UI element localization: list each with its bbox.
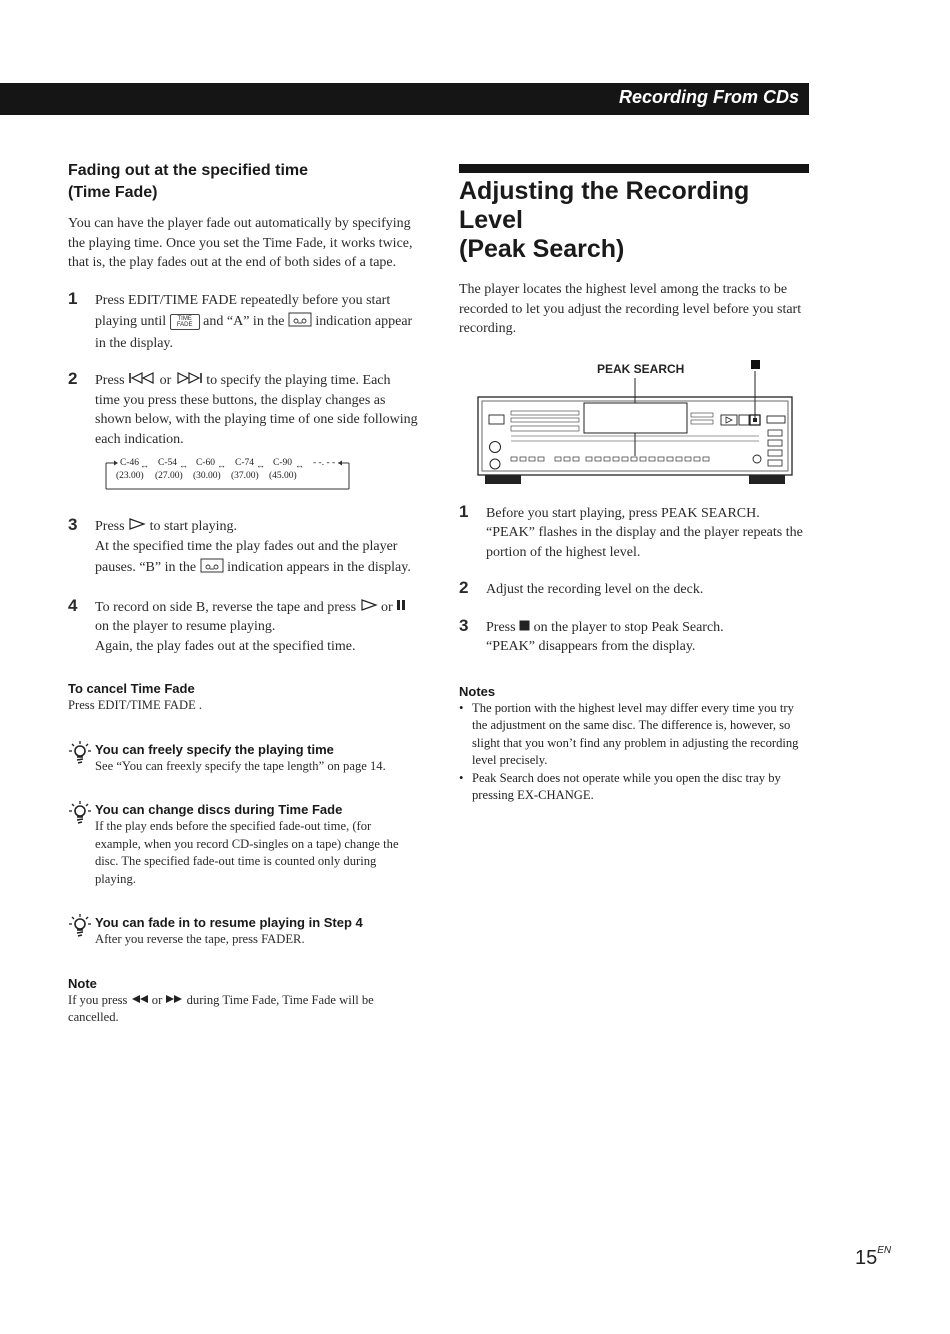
peak-search-intro: The player locates the highest level among the tracks to be recorded to let you adjust the recording level before you start recording. bbox=[459, 282, 802, 336]
left-column bbox=[68, 160, 418, 1027]
tip-heading: You can change discs during Time Fade bbox=[95, 802, 343, 818]
sequence-arrow: ↔ bbox=[217, 460, 226, 471]
cassette-side-a-icon bbox=[288, 310, 312, 334]
tip-heading: You can freely specify the playing time bbox=[95, 741, 334, 757]
tip-text: After you reverse the tape, press FADER. bbox=[95, 932, 305, 947]
cancel-text: Press EDIT/TIME FADE . bbox=[68, 698, 203, 713]
peak-search-title: Adjusting the Recording Level (Peak Search) bbox=[459, 177, 750, 263]
time-fade-step-1: 1 Press EDIT/TIME FADE repeatedly before you start playing until TIME FADE and “A” in the indication appear in the display. bbox=[68, 288, 413, 351]
tip-heading: You can fade in to resume playing in Step 4 bbox=[95, 915, 363, 931]
play-icon bbox=[360, 598, 378, 618]
sequence-label-c54: C-54 bbox=[158, 458, 177, 469]
sequence-label-c46: C-46 bbox=[120, 458, 139, 469]
time-fade-title: Fading out at the specified time (Time Fade) bbox=[68, 162, 309, 201]
fast-forward-icon bbox=[165, 992, 183, 1010]
peak-search-step-1: 1 Before you start playing, press PEAK SEARCH. “PEAK” flashes in the display and the player repeats the portion of the highest level. bbox=[459, 501, 803, 560]
sequence-time-30: (30.00) bbox=[193, 471, 221, 482]
peak-search-notes bbox=[459, 683, 810, 805]
section-title: Recording From CDs bbox=[618, 87, 799, 107]
time-fade-display-icon: TIME FADE bbox=[170, 314, 200, 330]
sequence-label-c90: C-90 bbox=[273, 458, 292, 469]
peak-search-callout: PEAK SEARCH bbox=[597, 361, 685, 376]
skip-forward-icon bbox=[175, 371, 203, 391]
cd-player-figure bbox=[459, 351, 809, 496]
cancel-time-fade bbox=[68, 680, 418, 715]
note-item: • The portion with the highest level may differ every time you try the adjustment on the same disc. The difference is, however, so slight that you won’t find any problem in adjusting the recording level precisely. bbox=[459, 700, 810, 770]
sequence-time-27: (27.00) bbox=[155, 471, 183, 482]
note-heading: Note bbox=[68, 975, 97, 991]
sequence-time-45: (45.00) bbox=[269, 471, 297, 482]
time-fade-intro: You can have the player fade out automatically by specifying the playing time. Once you set the Time Fade, it works twice, that is, the play fades out at the end of both sides of a tape. bbox=[68, 216, 413, 270]
section-header-bar bbox=[0, 83, 809, 115]
tip-3 bbox=[68, 914, 418, 949]
skip-back-icon bbox=[128, 371, 156, 391]
cassette-side-b-icon bbox=[200, 556, 224, 580]
sequence-label-c60: C-60 bbox=[196, 458, 215, 469]
sequence-arrow: ↔ bbox=[256, 460, 265, 471]
sequence-label-c74: C-74 bbox=[235, 458, 254, 469]
tip-text: If the play ends before the specified fade-out time, (for example, when you record CD-singles on a tape) change the disc. The specified fade-out time is counted only during playing. bbox=[95, 819, 399, 886]
note-item: • Peak Search does not operate while you open the disc tray by pressing EX-CHANGE. bbox=[459, 770, 810, 805]
rewind-icon bbox=[131, 992, 149, 1010]
time-fade-step-4: 4 To record on side B, reverse the tape and press or on the player to resume playing. Again, the play fades out at the specified time. bbox=[68, 598, 418, 657]
peak-search-step-3: 3 Press on the player to stop Peak Search. “PEAK” disappears from the display. bbox=[459, 615, 724, 655]
time-fade-step-2: 2 Press or to specify the playing time. Each time you press these buttons, the display changes as shown below, with the playing time of one side following each indication. bbox=[68, 369, 418, 447]
note-text: If you press or during Time Fade, Time Fade will be cancelled. bbox=[68, 992, 374, 1025]
sequence-arrow: ↔ bbox=[179, 460, 188, 471]
sequence-time-37: (37.00) bbox=[231, 471, 259, 482]
cd-player-illustration bbox=[459, 351, 809, 496]
sequence-time-23: (23.00) bbox=[116, 471, 144, 482]
play-icon bbox=[128, 517, 146, 537]
tape-length-sequence bbox=[106, 457, 356, 490]
section-rule bbox=[459, 164, 809, 173]
peak-search-step-2: 2 Adjust the recording level on the deck. bbox=[459, 578, 704, 597]
time-fade-note bbox=[68, 975, 418, 1027]
sequence-arrow: ↔ bbox=[295, 460, 304, 471]
lightbulb-icon bbox=[69, 914, 91, 943]
sequence-arrow: ↔ bbox=[140, 460, 149, 471]
stop-icon bbox=[519, 618, 530, 638]
page-number: $15^{EN}$ bbox=[855, 1245, 892, 1269]
tip-1 bbox=[68, 741, 418, 776]
sequence-label-blank: - -. - - bbox=[313, 458, 336, 469]
time-fade-step-3: 3 Press to start playing. At the specified time the play fades out and the player pauses. “B” in the indication appears in the display. bbox=[68, 517, 418, 580]
lightbulb-icon bbox=[69, 741, 91, 770]
lightbulb-icon bbox=[69, 801, 91, 830]
notes-heading: Notes bbox=[459, 683, 496, 699]
tip-2 bbox=[68, 801, 418, 888]
tip-text: See “You can freexly specify the tape length” on page 14. bbox=[95, 758, 386, 773]
cancel-heading: To cancel Time Fade bbox=[68, 681, 195, 697]
right-column bbox=[459, 164, 810, 805]
pause-icon bbox=[396, 598, 406, 618]
